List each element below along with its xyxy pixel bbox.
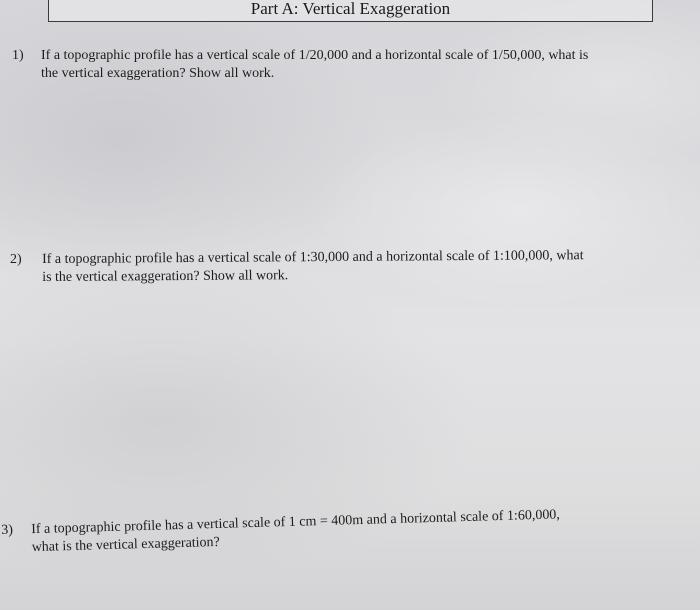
question-text	[42, 247, 660, 287]
question-text	[41, 47, 652, 83]
question-number: 1)	[12, 48, 24, 63]
section-header	[48, 0, 653, 22]
question-number: 2)	[10, 252, 22, 267]
question-line: If a topographic profile has a vertical scale of 1 cm = 400m and a horizontal scale of 1:60,000,	[31, 507, 561, 538]
question-line: what is the vertical exaggeration?	[31, 534, 220, 556]
question-3	[0, 485, 691, 558]
question-text	[31, 503, 692, 557]
section-title: Part A: Vertical Exaggeration	[250, 0, 451, 18]
question-2	[10, 248, 660, 287]
question-line: the vertical exaggeration? Show all work.	[41, 66, 275, 81]
question-line: If a topographic profile has a vertical scale of 1/20,000 and a horizontal scale of 1/50,000, what is	[41, 48, 589, 63]
question-1	[12, 47, 652, 83]
question-line: is the vertical exaggeration? Show all work.	[42, 268, 289, 285]
question-line: If a topographic profile has a vertical scale of 1:30,000 and a horizontal scale of 1:100,000, what	[42, 248, 584, 267]
question-number: 3)	[1, 522, 14, 539]
